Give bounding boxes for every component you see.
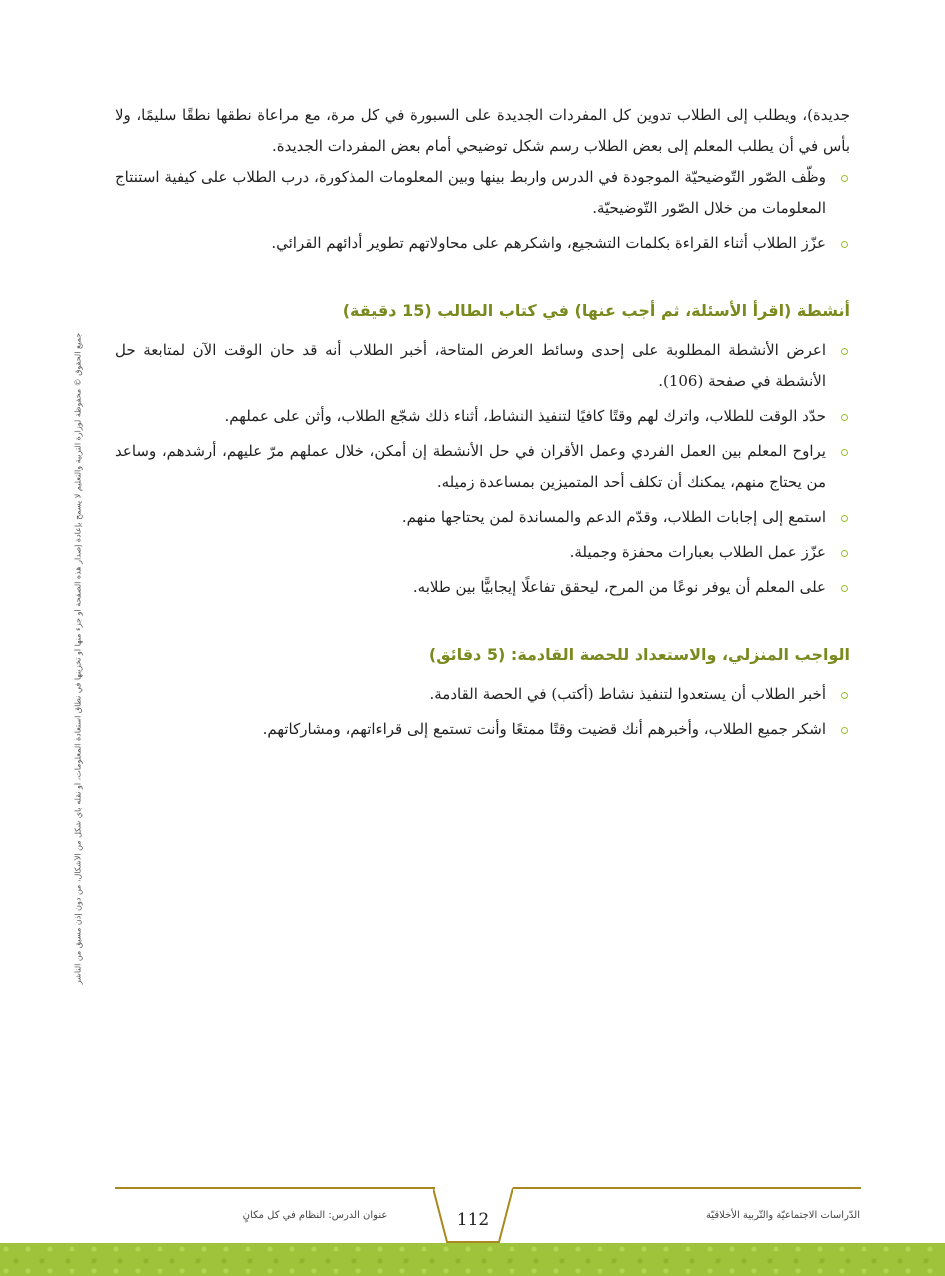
main-content <box>115 100 850 749</box>
intro-paragraph: جديدة)، ويطلب إلى الطلاب تدوين كل المفردات الجديدة على السبورة في كل مرة، مع مراعاة نطقها نطقًا سليمًا، ولا بأس في أن يطلب المعلم إلى بعض الطلاب رسم شكل توضيحي أمام بعض المفردات الجديدة. <box>115 106 850 155</box>
lesson-title: عنوان الدرس: النظام في كل مكانٍ <box>242 1210 388 1221</box>
book-title: الدّراسات الاجتماعيّة والتّربية الأخلاقيّة <box>705 1210 860 1221</box>
homework-heading: الواجب المنزلي، والاستعداد للحصة القادمة: (5 دقائق) <box>428 645 850 664</box>
bullet-circle-icon <box>841 727 848 734</box>
footer-rule-right <box>513 1187 861 1189</box>
bullet-circle-icon <box>841 348 848 355</box>
bullet-circle-icon <box>841 241 848 248</box>
bullet-circle-icon <box>841 585 848 592</box>
homework-bullet-list <box>115 679 850 745</box>
list-item: استمع إلى إجابات الطلاب، وقدّم الدعم والمساندة لمن يحتاجها منهم. <box>115 502 850 533</box>
side-copyright <box>74 300 86 1020</box>
footer-rule-left <box>115 1187 435 1189</box>
list-item: عزّز الطلاب أثناء القراءة بكلمات التشجيع، واشكرهم على محاولاتهم تطوير أدائهم القرائي. <box>115 228 850 259</box>
list-item: أخبر الطلاب أن يستعدوا لتنفيذ نشاط (أكتب) في الحصة القادمة. <box>115 679 850 710</box>
bullet-circle-icon <box>841 449 848 456</box>
bullet-circle-icon <box>841 550 848 557</box>
bullet-circle-icon <box>841 414 848 421</box>
list-item: على المعلم أن يوفر نوعًا من المرح، ليحقق تفاعلًا إيجابيًّا بين طلابه. <box>115 572 850 603</box>
decorative-bottom-band <box>0 1243 945 1276</box>
list-item: وظّف الصّور التّوضيحيّة الموجودة في الدرس واربط بينها وبين المعلومات المذكورة، درب الطلاب على كيفية استنتاج المعلومات من خلال الصّور التّوضيحيّة. <box>115 162 850 224</box>
intro-bullet-list <box>115 162 850 259</box>
side-copyright-text: جميع الحقوق © محفوظة لوزارة التربية والتعليم لا يسمح بإعادة إصدار هذه الصفحة أو جزء منها أو تخزينها في نطاق استعادة المعلومات، أو نقله بأي شكل من الأشكال، من دون إذن مسبق من الناشر <box>74 332 83 985</box>
activities-heading: أنشطة (اقرأ الأسئلة، ثم أجب عنها) في كتاب الطالب (15 دقيقة) <box>342 301 850 320</box>
list-item: اعرض الأنشطة المطلوبة على إحدى وسائط العرض المتاحة، أخبر الطلاب أنه قد حان الوقت الآن لمتابعة حل الأنشطة في صفحة (106). <box>115 335 850 397</box>
activities-bullet-list <box>115 335 850 603</box>
page-number: 112 <box>456 1210 490 1230</box>
bullet-circle-icon <box>841 515 848 522</box>
bullet-circle-icon <box>841 692 848 699</box>
list-item: يراوح المعلم بين العمل الفردي وعمل الأقران في حل الأنشطة إن أمكن، خلال عملهم مرّ عليهم، أرشدهم، وساعد من يحتاج منهم، يمكنك أن تكلف أحد المتميزين بمساعدة زميله. <box>115 436 850 498</box>
bullet-circle-icon <box>841 175 848 182</box>
list-item: حدّد الوقت للطلاب، واترك لهم وقتًا كافيًا لتنفيذ النشاط، أثناء ذلك شجّع الطلاب، وأثن على عملهم. <box>115 401 850 432</box>
list-item: عزّز عمل الطلاب بعبارات محفزة وجميلة. <box>115 537 850 568</box>
list-item: اشكر جميع الطلاب، وأخبرهم أنك قضيت وقتًا ممتعًا وأنت تستمع إلى قراءاتهم، ومشاركاتهم. <box>115 714 850 745</box>
